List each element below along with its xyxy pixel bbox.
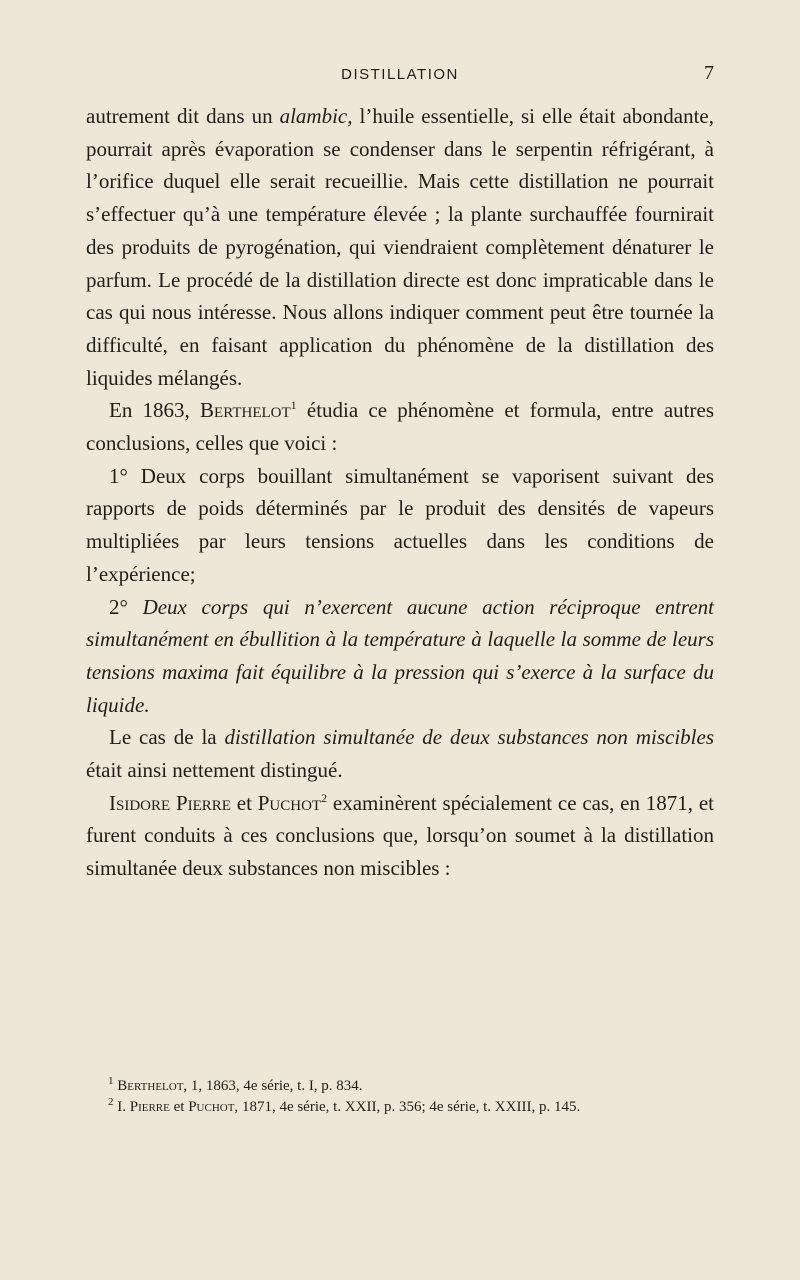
footnote-1 (86, 1076, 714, 1097)
footnote-2-number: 2 (108, 1096, 114, 1108)
paragraph-6-text-continued: examinèrent spécialement ce cas, en 1871, et furent conduits à ces conclusions que, lorsqu’on soumet à la distillation simultanée deux substances non miscibles : (86, 790, 714, 881)
paragraph-4-emphasis: Deux corps qui n’exercent aucune action réciproque entrent simultanément en ébullition à la température à laquelle la somme de leurs tensions maxima fait équilibre à la pression qui s’exerce à la surface du liquide. (86, 594, 714, 717)
footnote-2-text-continued: 1871, 4e série, t. XXII, p. 356; 4e série, t. XXIII, p. 145. (238, 1099, 581, 1115)
paragraph-2-text: En 1863, (109, 398, 201, 423)
footnote-1-text: 1, 1863, 4e série, t. I, p. 834. (187, 1078, 363, 1094)
footnote-1-number: 1 (108, 1075, 114, 1087)
footnote-2-author-2: Puchot, (188, 1099, 239, 1115)
paragraph-1-text-continued: l’huile essentielle, si elle était abondante, pourrait après évaporation se condenser dans le serpentin réfrigérant, à l’orifice duquel elle serait recueillie. Mais cette distillation ne pourrait s’effectuer qu’à une température élevée ; la plante surchauffée fournirait des produits de pyrogénation, qui viendraient complètement dénaturer le parfum. Le procédé de la distillation directe est donc impraticable dans le cas qui nous intéresse. Nous allons indiquer comment peut être tournée la difficulté, en faisant application du phénomène de la distillation des liquides mélangés. (86, 104, 714, 390)
footnote-ref-1: 1 (290, 398, 297, 413)
running-title: DISTILLATION (341, 66, 459, 83)
paragraph-1-emphasis: alambic, (279, 104, 353, 128)
body-text (86, 100, 714, 885)
footnotes (86, 1076, 714, 1118)
paragraph-4 (86, 591, 714, 722)
paragraph-5 (86, 721, 714, 786)
paragraph-1 (86, 100, 714, 394)
footnote-2-text: et (169, 1099, 189, 1115)
paragraph-2-text-continued: étudia ce phénomène et formula, entre autres conclusions, celles que voici : (86, 398, 714, 456)
paragraph-5-text: Le cas de la (109, 725, 225, 750)
footnote-1-author: Berthelot, (117, 1078, 188, 1094)
paragraph-3 (86, 460, 714, 591)
paragraph-3-text: 1° Deux corps bouillant simultanément se vaporisent suivant des rapports de poids déterminés par le produit des densités de vapeurs multipliées par leurs tensions actuelles dans les conditions de l’expérience; (86, 463, 714, 586)
paragraph-1-text: autrement dit dans un (86, 104, 280, 128)
paragraph-6-text: et (230, 790, 258, 815)
author-name-pierre: Isidore Pierre (109, 790, 231, 815)
paragraph-4-number: 2° (109, 594, 143, 619)
footnote-2-author: I. Pierre (117, 1099, 170, 1115)
paragraph-6 (86, 787, 714, 885)
running-head (86, 62, 714, 86)
paragraph-5-emphasis: distillation simultanée de deux substances non miscibles (224, 725, 714, 750)
paragraph-5-text-continued: était ainsi nettement distingué. (86, 758, 343, 783)
paragraph-2 (86, 394, 714, 459)
author-name-berthelot: Berthelot (200, 398, 291, 423)
footnote-ref-2: 2 (321, 790, 328, 805)
author-name-puchot: Puchot (257, 790, 322, 815)
page-number: 7 (704, 62, 714, 84)
footnote-2 (86, 1097, 714, 1118)
